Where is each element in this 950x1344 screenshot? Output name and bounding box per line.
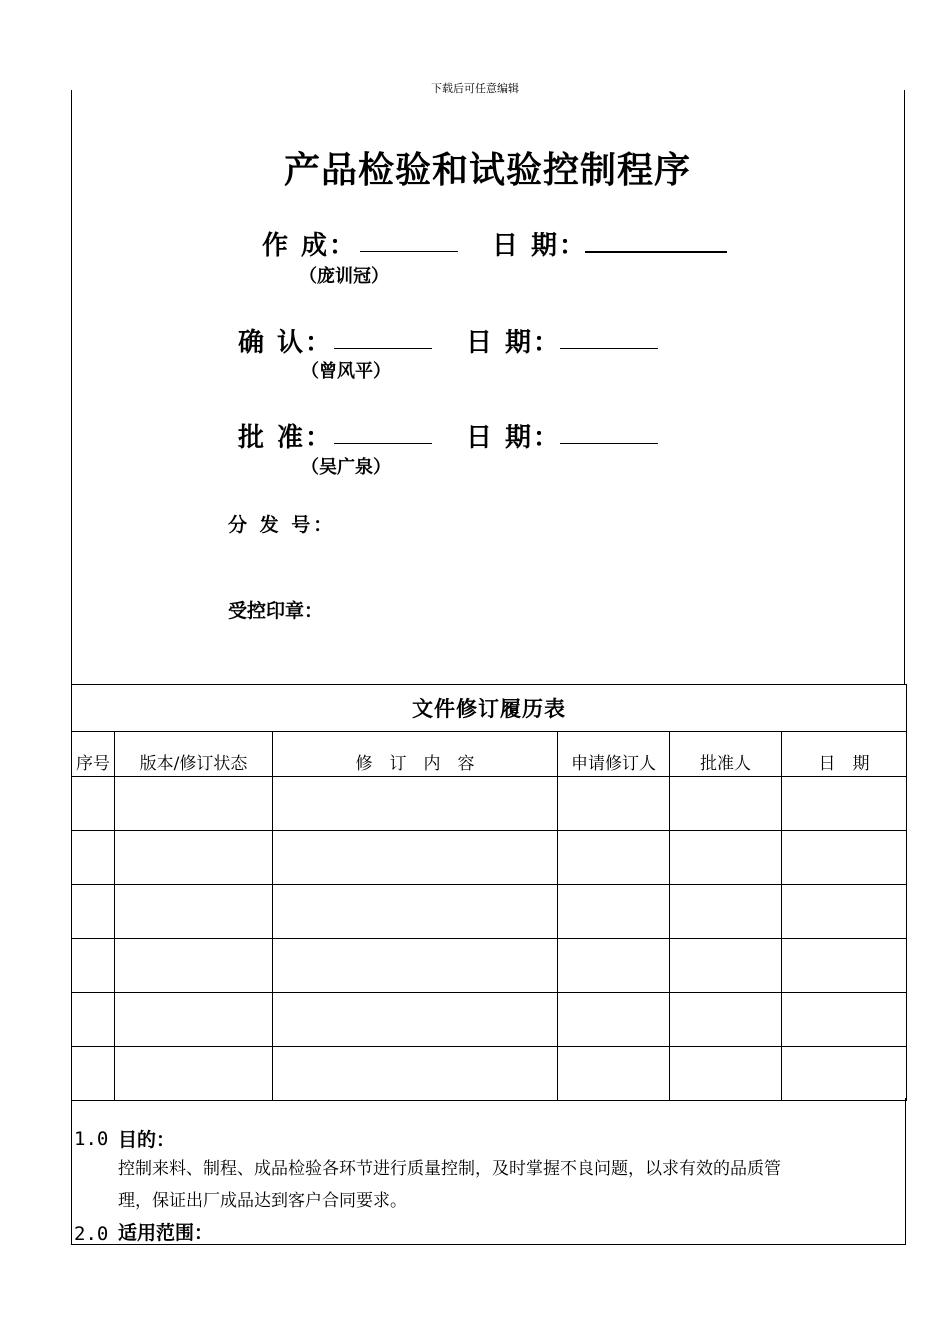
approve-date-label: 日 期： (466, 423, 562, 453)
approve-label: 批 准： (238, 423, 334, 453)
column-header-seq: 序号 (72, 732, 115, 777)
table-cell[interactable] (72, 993, 115, 1047)
column-header-approver: 批准人 (670, 732, 782, 777)
table-cell[interactable] (273, 939, 558, 993)
table-cell[interactable] (670, 885, 782, 939)
table-cell[interactable] (558, 1047, 670, 1101)
approve-date-line[interactable] (560, 443, 658, 444)
table-cell[interactable] (115, 1047, 273, 1101)
table-cell[interactable] (558, 777, 670, 831)
document-title: 产品检验和试验控制程序 (283, 149, 691, 191)
column-header-date: 日 期 (782, 732, 907, 777)
revision-table-header (72, 732, 907, 777)
table-cell[interactable] (558, 885, 670, 939)
table-cell[interactable] (782, 777, 907, 831)
table-cell[interactable] (273, 777, 558, 831)
table-cell[interactable] (115, 777, 273, 831)
header-note: 下载后可任意编辑 (431, 82, 519, 95)
section-1-body (118, 1153, 888, 1217)
table-cell[interactable] (72, 939, 115, 993)
table-cell[interactable] (558, 831, 670, 885)
table-cell[interactable] (670, 993, 782, 1047)
table-row (72, 993, 907, 1047)
table-cell[interactable] (670, 831, 782, 885)
table-cell[interactable] (115, 831, 273, 885)
made-date-line[interactable] (585, 251, 727, 253)
table-cell[interactable] (782, 939, 907, 993)
table-cell[interactable] (72, 885, 115, 939)
table-cell[interactable] (670, 939, 782, 993)
column-header-content: 修 订 内 容 (273, 732, 558, 777)
revision-history-table (71, 684, 907, 1101)
table-cell[interactable] (670, 1047, 782, 1101)
table-cell[interactable] (558, 939, 670, 993)
table-row (72, 885, 907, 939)
table-cell[interactable] (273, 993, 558, 1047)
table-cell[interactable] (72, 1047, 115, 1101)
table-cell[interactable] (273, 885, 558, 939)
table-row (72, 939, 907, 993)
section-1-line-1: 控制来料、制程、成品检验各环节进行质量控制，及时掌握不良问题，以求有效的品质管 (118, 1159, 781, 1179)
table-cell[interactable] (72, 831, 115, 885)
made-date-label: 日 期： (492, 231, 588, 261)
table-row (72, 1047, 907, 1101)
table-cell[interactable] (72, 777, 115, 831)
table-cell[interactable] (782, 885, 907, 939)
confirm-signature-line[interactable] (334, 348, 432, 349)
table-cell[interactable] (782, 993, 907, 1047)
table-row (72, 777, 907, 831)
table-cell[interactable] (115, 993, 273, 1047)
revision-table-title: 文件修订履历表 (72, 685, 907, 732)
table-cell[interactable] (782, 831, 907, 885)
table-cell[interactable] (115, 939, 273, 993)
section-1-number: 1.0 (74, 1128, 109, 1150)
section-2-number: 2.0 (74, 1223, 109, 1245)
confirm-label: 确 认： (238, 328, 334, 358)
controlled-stamp-label: 受控印章： (228, 600, 324, 622)
table-cell[interactable] (670, 777, 782, 831)
table-cell[interactable] (115, 885, 273, 939)
made-by-signature-line[interactable] (360, 251, 458, 252)
column-header-version: 版本/修订状态 (115, 732, 273, 777)
table-row (72, 831, 907, 885)
section-2-heading: 适用范围： (118, 1222, 214, 1244)
section-1-line-2: 理，保证出厂成品达到客户合同要求。 (118, 1191, 407, 1211)
confirm-date-label: 日 期： (466, 328, 562, 358)
table-cell[interactable] (273, 831, 558, 885)
section-1-heading: 目的： (118, 1129, 176, 1151)
table-cell[interactable] (782, 1047, 907, 1101)
table-cell[interactable] (273, 1047, 558, 1101)
made-by-person: （庞训冠） (299, 266, 389, 287)
column-header-requester: 申请修订人 (558, 732, 670, 777)
table-cell[interactable] (558, 993, 670, 1047)
distribution-number-label: 分 发 号： (228, 514, 336, 536)
made-by-label: 作 成： (262, 231, 358, 261)
approve-signature-line[interactable] (334, 443, 432, 444)
confirm-date-line[interactable] (560, 348, 658, 349)
approve-person: （吴广泉） (301, 457, 391, 478)
confirm-person: （曾风平） (301, 361, 391, 382)
